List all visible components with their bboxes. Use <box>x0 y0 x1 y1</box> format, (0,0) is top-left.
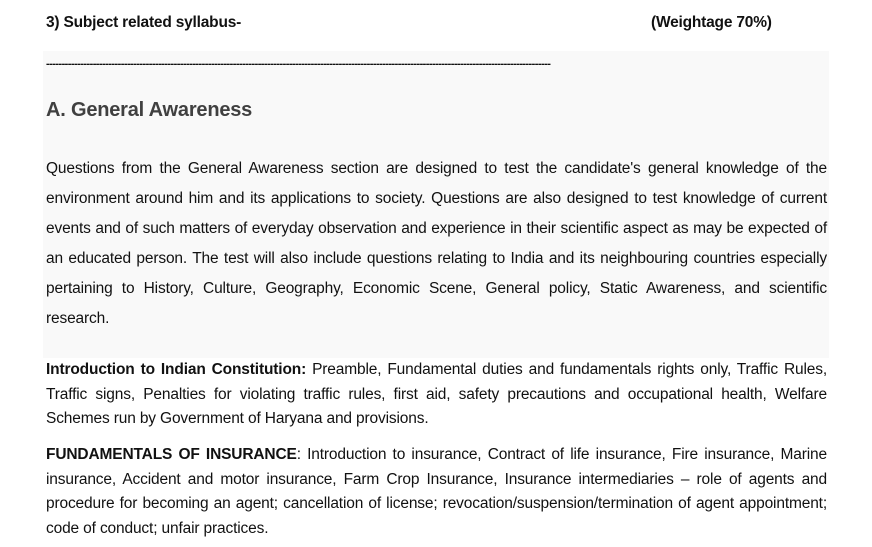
dashed-separator: ------------------------------------------------------------------------------------------------------------------------------------------------------------------ <box>46 58 551 70</box>
syllabus-header <box>46 14 786 38</box>
insurance-text: : Introduction to insurance, Contract of life insurance, Fire insurance, Marine insurance, Accident and motor insurance, Farm Crop Insurance, Insurance intermediaries – role of agents and procedure for becoming an agent; cancellation of license; revocation/suspension/termination of agent appointment; code of conduct; unfair practices. <box>46 446 827 537</box>
general-awareness-heading: A. General Awareness <box>46 99 253 121</box>
constitution-text: Preamble, Fundamental duties and fundamentals rights only, Traffic Rules, Traffic signs, Penalties for violating traffic rules, first aid, safety precautions and occupational health, Welfare Schemes run by Government of Haryana and provisions. <box>46 361 827 427</box>
weightage-label: (Weightage 70%) <box>651 14 772 31</box>
general-awareness-panel <box>43 51 829 358</box>
section-title: 3) Subject related syllabus- <box>46 14 242 31</box>
insurance-paragraph <box>46 443 827 541</box>
constitution-label: Introduction to Indian Constitution: <box>46 361 307 378</box>
constitution-paragraph <box>46 358 827 432</box>
general-awareness-description: Questions from the General Awareness section are designed to test the candidate's general knowledge of the environment around him and its applications to society. Questions are also designed to test knowledge of current events and of such matters of everyday observation and experience in their scientific aspect as may be expected of an educated person. The test will also include questions relating to India and its neighbouring countries especially pertaining to History, Culture, Geography, Economic Scene, General policy, Static Awareness, and scientific research. <box>46 160 827 327</box>
insurance-label: FUNDAMENTALS OF INSURANCE <box>46 446 297 463</box>
